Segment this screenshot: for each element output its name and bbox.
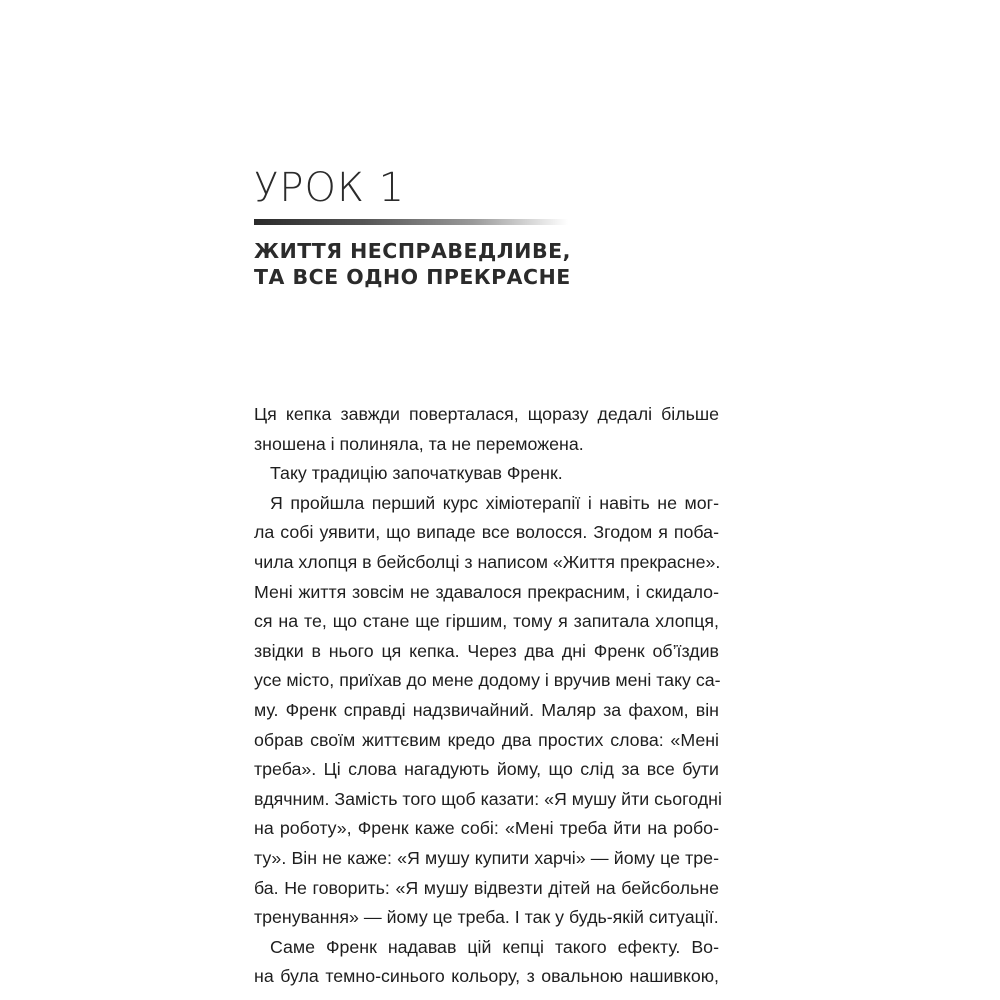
text-line: обрав своїм життєвим кредо два простих слова: «Мені bbox=[254, 729, 719, 750]
text-line: Мені життя зовсім не здавалося прекрасним, і скидало- bbox=[254, 581, 719, 602]
text-line: му. Френк справді надзвичайний. Маляр за фахом, він bbox=[254, 699, 719, 720]
lesson-title: УРОК 1 bbox=[254, 165, 406, 211]
subtitle-line: ЖИТТЯ НЕСПРАВЕДЛИВЕ, bbox=[254, 239, 571, 263]
text-line: вдячним. Замість того щоб казати: «Я мушу йти сьогодні bbox=[254, 788, 722, 809]
lesson-subtitle bbox=[254, 238, 571, 290]
text-line: ба. Не говорить: «Я мушу відвезти дітей на бейсбольне bbox=[254, 877, 719, 898]
text-line: ту». Він не каже: «Я мушу купити харчі» — йому це тре- bbox=[254, 847, 719, 868]
text-line: Я пройшла перший курс хіміотерапії і навіть не мог- bbox=[270, 492, 719, 513]
subtitle-line: ТА ВСЕ ОДНО ПРЕКРАСНЕ bbox=[254, 265, 571, 289]
text-line: Саме Френк надавав цій кепці такого ефекту. Во- bbox=[270, 936, 719, 957]
text-line: зношена і полиняла, та не переможена. bbox=[254, 433, 584, 454]
title-underline bbox=[254, 219, 568, 225]
text-line: на була темно-синього кольору, з овальною нашивкою, bbox=[254, 966, 719, 987]
text-line: ся на те, що стане ще гіршим, тому я запитала хлопця, bbox=[254, 611, 719, 632]
text-line: треба». Ці слова нагадують йому, що слід за все бути bbox=[254, 759, 719, 780]
text-line: тренування» — йому це треба. І так у будь-якій ситуації. bbox=[254, 907, 719, 928]
text-line: Ця кепка завжди поверталася, щоразу дедалі більше bbox=[254, 404, 719, 424]
text-line: звідки в нього ця кепка. Через два дні Френк об’їздив bbox=[254, 640, 719, 661]
text-line: усе місто, приїхав до мене додому і вручив мені таку са- bbox=[254, 670, 721, 691]
text-line: ла собі уявити, що випаде все волосся. Згодом я поба- bbox=[254, 522, 719, 543]
body-text bbox=[254, 400, 722, 992]
text-line: Таку традицію започаткував Френк. bbox=[270, 463, 563, 484]
text-line: на роботу», Френк каже собі: «Мені треба йти на робо- bbox=[254, 818, 719, 839]
text-line: чила хлопця в бейсболці з написом «Життя прекрасне». bbox=[254, 551, 721, 572]
